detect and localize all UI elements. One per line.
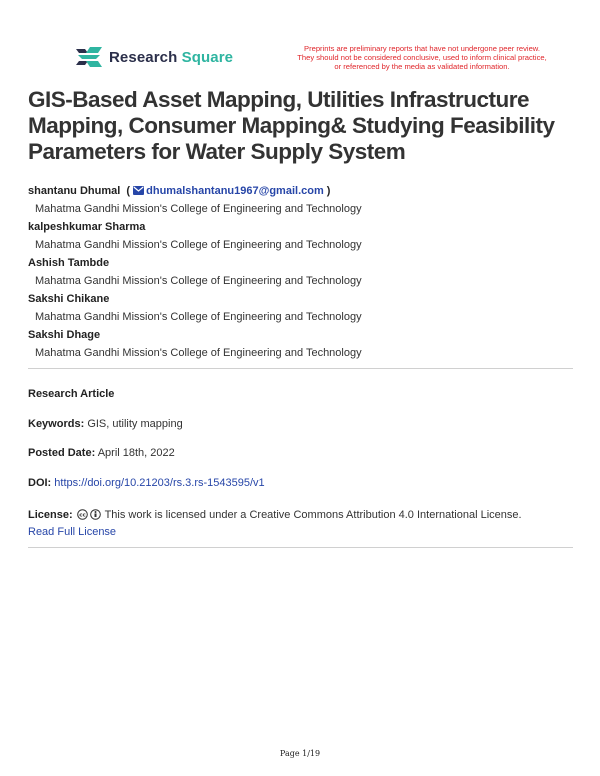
author-email-group: ( dhumalshantanu1967@gmail.com ) [123, 185, 331, 197]
page-header [0, 0, 600, 80]
divider-top [28, 368, 573, 369]
license-text: This work is licensed under a Creative Commons Attribution 4.0 International License. [104, 509, 522, 521]
preprint-notice [272, 44, 572, 71]
article-type [28, 388, 573, 400]
author-name: kalpeshkumar Sharma [28, 221, 146, 233]
author-name: Sakshi Dhage [28, 329, 101, 341]
author-name [28, 182, 573, 200]
brand-name-part1: Research [109, 48, 182, 66]
keywords-row [28, 418, 573, 430]
author-name: Sakshi Chikane [28, 293, 110, 305]
posted-date-value: April 18th, 2022 [97, 447, 175, 459]
author-affiliation: Mahatma Gandhi Mission's College of Engineering and Technology [35, 239, 362, 251]
author-name-text: shantanu Dhumal [28, 185, 121, 197]
license-row [28, 507, 573, 541]
research-square-logo[interactable] [76, 47, 233, 67]
author-affiliation: Mahatma Gandhi Mission's College of Engineering and Technology [35, 275, 362, 287]
keywords-label: Keywords: [28, 418, 85, 430]
author-list [28, 182, 573, 362]
doi-link[interactable]: https://doi.org/10.21203/rs.3.rs-1543595/v1 [54, 477, 265, 489]
author-email-link[interactable]: dhumalshantanu1967@gmail.com [146, 185, 324, 197]
preprint-notice-line: Preprints are preliminary reports that have not undergone peer review. [304, 44, 540, 53]
preprint-notice-line: or referenced by the media as validated information. [334, 62, 510, 71]
svg-text:cc: cc [78, 512, 86, 519]
keywords-value: GIS, utility mapping [87, 418, 183, 430]
author-affiliation: Mahatma Gandhi Mission's College of Engineering and Technology [35, 347, 362, 359]
article-type-text: Research Article [28, 388, 115, 400]
brand-name [109, 49, 233, 66]
author-name: Ashish Tambde [28, 257, 110, 269]
research-square-logo-icon [76, 47, 102, 67]
license-label: License: [28, 509, 73, 521]
page-number: Page 1/19 [279, 749, 321, 758]
paper-title: GIS-Based Asset Mapping, Utilities Infrastructure Mapping, Consumer Mapping& Studying Feasibility Parameters for Water Supply System [28, 87, 555, 164]
posted-date-label: Posted Date: [28, 447, 96, 459]
divider-bottom [28, 547, 573, 548]
author-affiliation: Mahatma Gandhi Mission's College of Engineering and Technology [35, 311, 362, 323]
creative-commons-icon [77, 509, 88, 520]
brand-name-part2: Square [181, 48, 234, 66]
author-affiliation: Mahatma Gandhi Mission's College of Engineering and Technology [35, 203, 362, 215]
doi-row [28, 477, 573, 489]
doi-label: DOI: [28, 477, 52, 489]
envelope-icon [133, 186, 144, 195]
attribution-icon [90, 509, 101, 520]
read-full-license-link[interactable]: Read Full License [28, 526, 117, 538]
posted-date-row [28, 447, 573, 459]
preprint-notice-line: They should not be considered conclusive, used to inform clinical practice, [297, 53, 547, 62]
